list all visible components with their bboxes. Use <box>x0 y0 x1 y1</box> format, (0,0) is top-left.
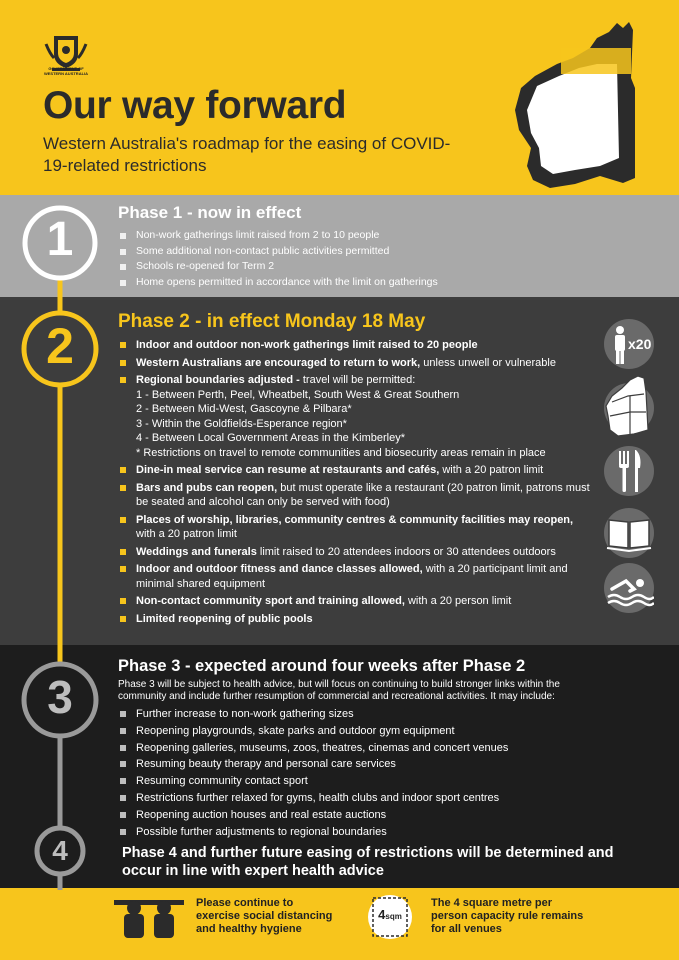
phase3-intro: Phase 3 will be subject to health advice, but will focus on continuing to build stronger links within the community and include further resumption of commercial and recreational activities. It may include: <box>118 679 560 702</box>
gathering-limit-label: x20 <box>628 336 652 352</box>
list-item: Places of worship, libraries, community centres & community facilities may reopen, with a 20 patron limit <box>118 513 590 542</box>
phase3-number: 3 <box>47 671 73 723</box>
regional-sub-item: 3 - Within the Goldfields-Esperance region* <box>136 417 347 430</box>
capacity-rule-text: The 4 square metre per person capacity rule remains for all venues <box>431 897 584 935</box>
cutlery-icon <box>604 446 654 496</box>
list-item: Resuming beauty therapy and personal care services <box>118 756 588 773</box>
list-item: Western Australians are encouraged to return to work, unless unwell or vulnerable <box>118 356 590 371</box>
list-item: Resuming community contact sport <box>118 773 588 790</box>
list-item: Non-contact community sport and training allowed, with a 20 person limit <box>118 594 590 609</box>
list-item: Schools re-opened for Term 2 <box>118 259 538 275</box>
regional-sub-item: 4 - Between Local Government Areas in the Kimberley* <box>136 432 406 444</box>
sqm-label: 4sqm <box>378 907 402 922</box>
regional-sub-item: * Restrictions on travel to remote communities and biosecurity areas remain in place <box>136 446 546 459</box>
social-distancing-icon <box>114 894 184 942</box>
list-item: Reopening galleries, museums, zoos, theatres, cinemas and concert venues <box>118 740 588 757</box>
phase4-text: Phase 4 and further future easing of restrictions will be determined and occur in line with expert health advice <box>122 845 614 879</box>
regional-sub-item: 2 - Between Mid-West, Gascoyne & Pilbara* <box>136 403 352 415</box>
swimmer-icon <box>604 563 654 613</box>
western-australia-map-icon <box>505 18 645 193</box>
list-item: Restrictions further relaxed for gyms, health clubs and indoor sport centres <box>118 790 588 807</box>
list-item: Limited reopening of public pools <box>118 612 590 627</box>
phase1-list <box>118 228 538 290</box>
list-item: Non-work gatherings limit raised from 2 to 10 people <box>118 228 538 244</box>
phase2-number: 2 <box>46 318 74 374</box>
regional-sub-item: 1 - Between Perth, Peel, Wheatbelt, South West & Great Southern <box>136 388 460 401</box>
page-title: Our way forward <box>43 84 347 127</box>
list-item: Reopening playgrounds, skate parks and outdoor gym equipment <box>118 723 588 740</box>
list-item: Bars and pubs can reopen, but must operate like a restaurant (20 patron limit, patrons must be seated and alcohol can only be served with food) <box>118 481 590 510</box>
phase3-list <box>118 706 588 840</box>
list-item: Indoor and outdoor fitness and dance classes allowed, with a 20 participant limit and minimal shared equipment <box>118 562 590 591</box>
list-item: Regional boundaries adjusted - travel will be permitted: 1 - Between Perth, Peel, Wheatbelt, South West & Great Southern 2 - Between Mid-West, Gascoyne & Pilbara* 3 - Within the Goldfields-Esperance region* 4 - Between Local Government Areas in the Kimberley* * Restrictions on travel to remote communities and biosecurity areas remain in place <box>118 373 590 460</box>
phase4-number: 4 <box>52 835 68 866</box>
regional-map-icon <box>604 372 654 440</box>
list-item: Dine-in meal service can resume at restaurants and cafés, with a 20 patron limit <box>118 463 590 478</box>
phase3-title: Phase 3 - expected around four weeks after Phase 2 <box>118 657 526 675</box>
government-label: GOVERNMENT OF WESTERN AUSTRALIA <box>43 66 89 76</box>
social-distancing-text: Please continue to exercise social distancing and healthy hygiene <box>196 897 333 935</box>
phase2-title: Phase 2 - in effect Monday 18 May <box>118 311 426 332</box>
list-item: Further increase to non-work gathering sizes <box>118 706 588 723</box>
phase1-title: Phase 1 - now in effect <box>118 203 302 222</box>
page-subtitle: Western Australia's roadmap for the easing of COVID-19-related restrictions <box>43 134 451 175</box>
list-item: Possible further adjustments to regional boundaries <box>118 824 588 841</box>
book-icon <box>604 508 654 558</box>
list-item: Indoor and outdoor non-work gatherings limit raised to 20 people <box>118 338 590 353</box>
phase1-number: 1 <box>46 213 74 266</box>
list-item: Some additional non-contact public activities permitted <box>118 244 538 260</box>
header <box>0 0 679 195</box>
list-item: Weddings and funerals limit raised to 20 attendees indoors or 30 attendees outdoors <box>118 545 590 560</box>
list-item: Home opens permitted in accordance with the limit on gatherings <box>118 275 538 291</box>
list-item: Reopening auction houses and real estate auctions <box>118 807 588 824</box>
phase2-list <box>118 338 590 629</box>
